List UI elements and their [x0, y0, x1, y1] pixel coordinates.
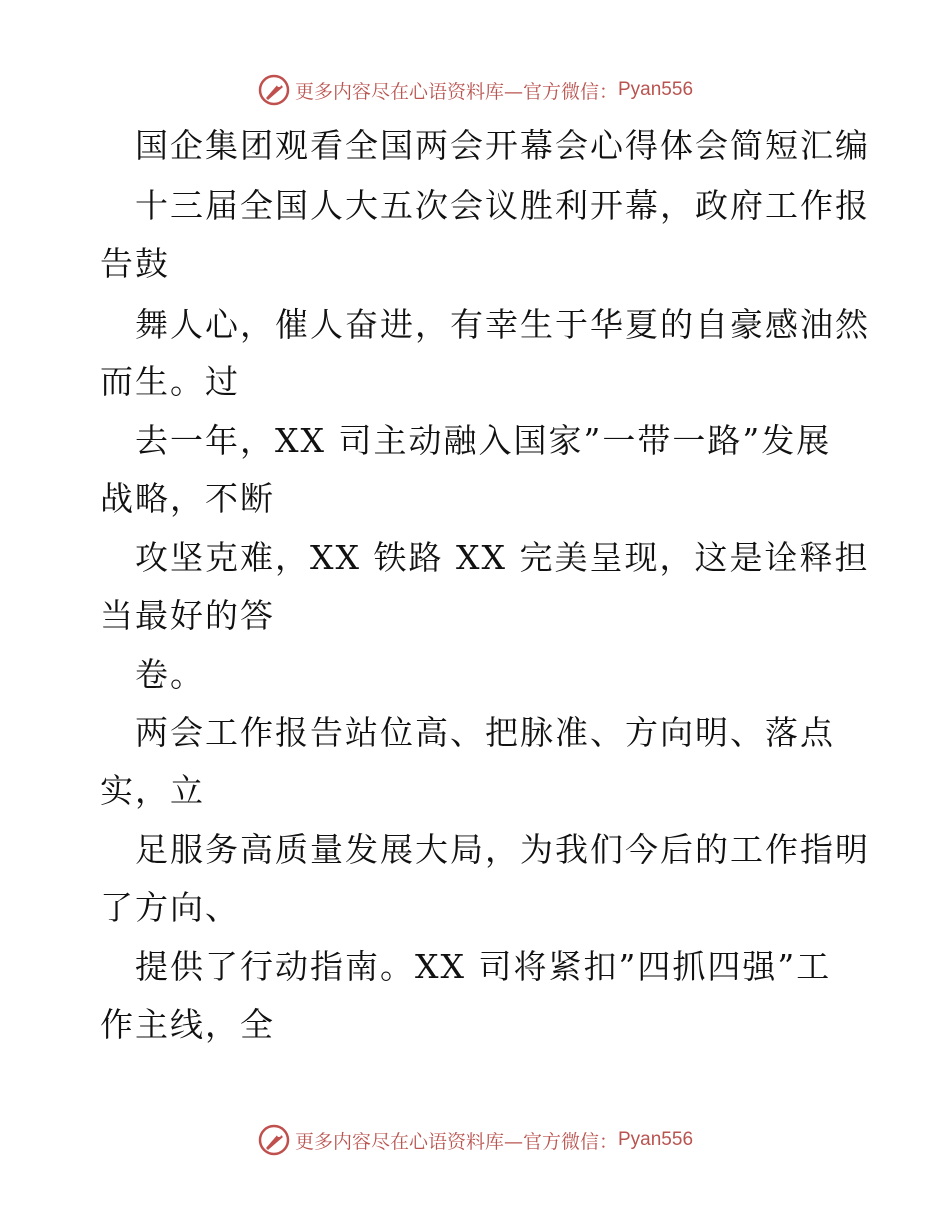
- text-line: 攻坚克难，XX 铁路 XX 完美呈现，这是诠释担: [135, 538, 870, 577]
- text-line: 十三届全国人大五次会议胜利开幕，政府工作报: [135, 186, 870, 225]
- text-line: 而生。过: [100, 362, 240, 401]
- footer-watermark: [0, 1120, 950, 1160]
- text-line: 了方向、: [100, 888, 240, 927]
- text-line: 去一年，XX 司主动融入国家”一带一路”发展: [135, 421, 832, 460]
- text-line: 提供了行动指南。XX 司将紧扣”四抓四强”工: [135, 947, 832, 986]
- watermark-text: 更多内容尽在心语资料库—官方微信：: [294, 1130, 618, 1153]
- watermark-text: 更多内容尽在心语资料库—官方微信：: [294, 80, 618, 103]
- text-line: 实，立: [100, 771, 205, 810]
- text-line: 当最好的答: [100, 596, 275, 635]
- text-line: 舞人心，催人奋进，有幸生于华夏的自豪感油然: [135, 305, 870, 344]
- header-watermark: [0, 70, 950, 110]
- text-line: 足服务高质量发展大局，为我们今后的工作指明: [135, 830, 870, 869]
- text-line: 告鼓: [100, 244, 170, 283]
- pen-nib-logo-icon: [257, 1123, 291, 1157]
- text-line: 作主线，全: [100, 1005, 275, 1044]
- document-title: 国企集团观看全国两会开幕会心得体会简短汇编: [135, 126, 870, 165]
- watermark-wechat-id: Pyan556: [618, 79, 694, 100]
- pen-nib-logo-icon: [257, 73, 291, 107]
- watermark-wechat-id: Pyan556: [618, 1129, 694, 1150]
- text-line: 两会工作报告站位高、把脉准、方向明、落点: [135, 713, 835, 752]
- text-line: 卷。: [135, 655, 205, 694]
- text-line: 战略，不断: [100, 479, 275, 518]
